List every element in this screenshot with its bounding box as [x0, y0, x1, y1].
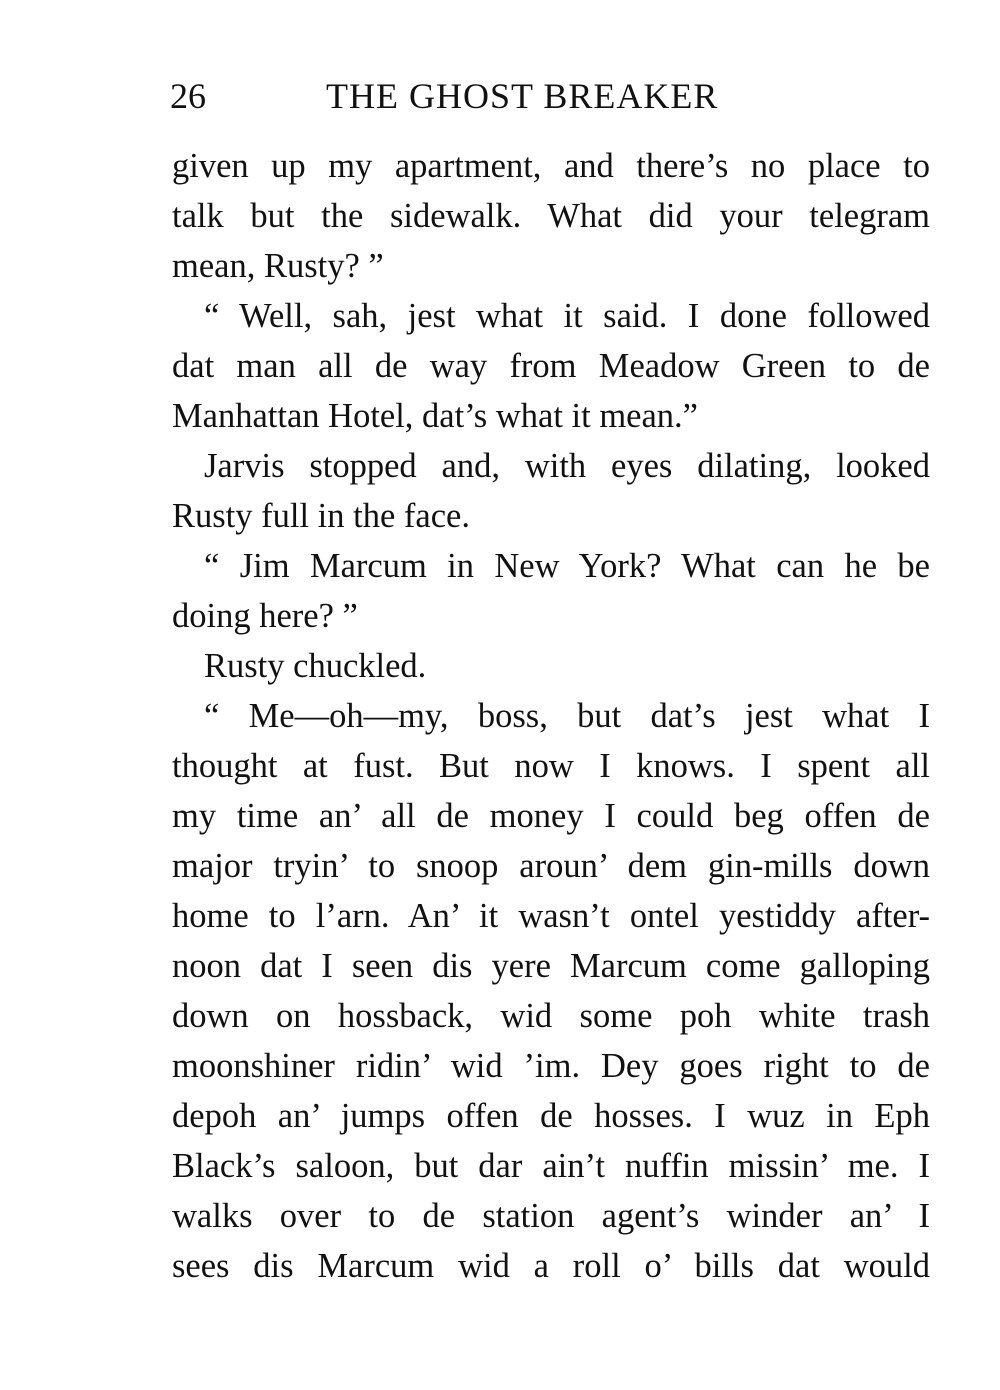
text-line: noon dat I seen dis yere Marcum come galloping [172, 947, 930, 985]
text-line: Black’s saloon, but dar ain’t nuffin missin’ me. I [172, 1147, 930, 1185]
text-line: “ Me—oh—my, boss, but dat’s jest what I [204, 697, 930, 735]
book-title: THE GHOST BREAKER [326, 76, 719, 116]
text-line: my time an’ all de money I could beg offen de [172, 797, 930, 835]
text-line: home to l’arn. An’ it wasn’t ontel yestiddy after- [172, 897, 930, 935]
running-head [170, 74, 930, 118]
text-line: depoh an’ jumps offen de hosses. I wuz in Eph [172, 1097, 930, 1135]
text-line: mean, Rusty? ” [172, 247, 384, 285]
text-line: moonshiner ridin’ wid ’im. Dey goes right to de [172, 1047, 930, 1085]
text-line: down on hossback, wid some poh white trash [172, 997, 930, 1035]
text-line: talk but the sidewalk. What did your telegram [172, 197, 930, 235]
text-line: thought at fust. But now I knows. I spent all [172, 747, 930, 785]
text-line: Jarvis stopped and, with eyes dilating, looked [204, 447, 930, 485]
text-line: walks over to de station agent’s winder an’ I [172, 1197, 930, 1235]
text-line: “ Well, sah, jest what it said. I done followed [204, 297, 930, 335]
text-line: Rusty chuckled. [204, 647, 427, 685]
text-line: dat man all de way from Meadow Green to de [172, 347, 930, 385]
body-text [172, 141, 930, 1291]
text-line: Manhattan Hotel, dat’s what it mean.” [172, 397, 698, 435]
text-line: doing here? ” [172, 597, 358, 635]
text-line: “ Jim Marcum in New York? What can he be [204, 547, 930, 585]
text-line: sees dis Marcum wid a roll o’ bills dat would [172, 1247, 930, 1285]
text-line: Rusty full in the face. [172, 497, 470, 535]
page-number: 26 [170, 76, 206, 116]
text-line: major tryin’ to snoop aroun’ dem gin-mills down [172, 847, 930, 885]
text-line: given up my apartment, and there’s no place to [172, 147, 930, 185]
